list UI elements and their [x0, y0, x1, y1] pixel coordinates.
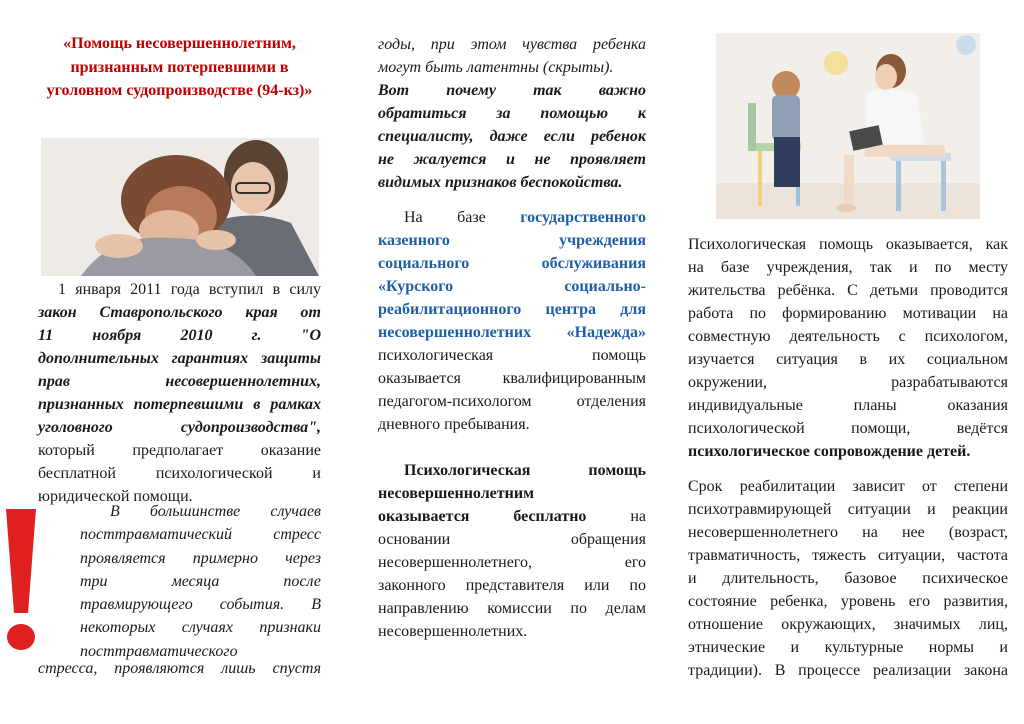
- intro-paragraph: [38, 278, 321, 508]
- support-line: на базе учреждения, так и по месту: [688, 259, 1008, 276]
- support-bold-line: психологическое сопровождение детей.: [688, 443, 971, 460]
- center-text: оказывается квалифицированным: [378, 370, 646, 387]
- free-help-line: Психологическая помощь: [404, 462, 646, 479]
- term-line: Срок реабилитации зависит от степени: [688, 478, 1008, 495]
- term-line: психотравмирующей ситуации и реакции: [688, 501, 1008, 518]
- center-text: педагогом-психологом отделения: [378, 393, 646, 410]
- center-text: психологическая помощь: [378, 347, 646, 364]
- photo-comforting-teen: [41, 138, 319, 276]
- support-line: изучается ситуация в их социальном: [688, 351, 1008, 368]
- ptsd-line: некоторых случаях признаки: [80, 619, 321, 637]
- support-line: Психологическая помощь оказывается, как: [688, 236, 1008, 253]
- term-line: и длительность, базовое психическое: [688, 570, 1008, 587]
- free-help-word: на: [630, 508, 647, 525]
- center-name: казенного учреждения: [378, 232, 646, 249]
- law-line: закон Ставропольского края от: [38, 304, 321, 321]
- center-name: несовершеннолетних «Надежда»: [378, 324, 646, 341]
- term-line: отношение окружающих, значимых лиц,: [688, 616, 1008, 633]
- free-help-text: основании обращения: [378, 531, 646, 548]
- important-line: специалисту, даже если ребенок: [378, 128, 646, 145]
- center-name: «Курского социально-: [378, 278, 646, 295]
- term-line: этнические и культурные нормы и: [688, 639, 1008, 656]
- ptsd-note: [80, 500, 321, 663]
- column-3: [688, 233, 1008, 682]
- support-line: окружении, разрабатываются: [688, 374, 1008, 391]
- ptsd-line: посттравматического: [80, 642, 238, 660]
- photo-psychologist-with-child-illustration: [716, 33, 980, 219]
- text-line: юридической помощи.: [38, 488, 193, 505]
- support-line: совместную деятельность с психологом,: [688, 328, 1008, 345]
- term-line: несовершеннолетнего на нее (возраст,: [688, 524, 1008, 541]
- latent-line: могут быть латентны (скрыты).: [378, 59, 614, 76]
- law-line: признанных потерпевшими в рамках: [38, 396, 321, 413]
- exclamation-mark-icon: [0, 505, 42, 653]
- law-line: 11 ноября 2010 г. "О: [38, 327, 321, 344]
- intro-line: 1 января 2011 года вступил в силу: [58, 281, 321, 298]
- photo-comforting-teen-illustration: [41, 138, 319, 276]
- support-line: индивидуальные планы оказания: [688, 397, 1008, 414]
- ptsd-line: три месяца после: [80, 572, 321, 590]
- term-line: традиции). В процессе реализации закона: [688, 662, 1008, 679]
- ptsd-line: проявляется примерно через: [80, 549, 321, 567]
- center-name: социального обслуживания: [378, 255, 646, 272]
- important-line: Вот почему так важно: [378, 82, 646, 99]
- ptsd-line: посттравматический стресс: [80, 526, 321, 544]
- text-line: бесплатной психологической и: [38, 465, 321, 482]
- center-name: государственного: [520, 209, 646, 226]
- support-line: работа по формированию мотивации на: [688, 305, 1008, 322]
- free-help-line: несовершеннолетним: [378, 485, 534, 502]
- free-help-text: несовершеннолетнего, его: [378, 554, 646, 571]
- ptsd-line-tail: стресса, проявляются лишь спустя: [38, 660, 321, 677]
- law-line: уголовного судопроизводства",: [38, 419, 321, 436]
- important-line: не жалуется и не проявляет: [378, 151, 646, 168]
- support-line: жительства ребёнка. С детьми проводится: [688, 282, 1008, 299]
- ptsd-line: травмирующего события. В: [80, 596, 321, 614]
- column-2: [378, 33, 646, 643]
- text-line: который предполагает оказание: [38, 442, 321, 459]
- free-help-bold: оказывается бесплатно: [378, 508, 587, 525]
- important-line: видимых признаков беспокойства.: [378, 174, 623, 191]
- center-name: реабилитационного центра для: [378, 301, 646, 318]
- free-help-line: [378, 505, 646, 528]
- photo-psychologist-with-child: [716, 33, 980, 219]
- free-help-text: направлению комиссии по делам: [378, 600, 646, 617]
- important-line: обратиться за помощью к: [378, 105, 646, 122]
- term-line: состояние ребенка, уровень его развития,: [688, 593, 1008, 610]
- brochure-title: «Помощь несовершеннолетним, признанным потерпевшими в уголовном судопроизводстве (94-кз)»: [46, 35, 313, 99]
- center-text: дневного пребывания.: [378, 416, 530, 433]
- free-help-text: несовершеннолетних.: [378, 623, 528, 640]
- latent-line: годы, при этом чувства ребенка: [378, 36, 646, 53]
- center-line: [378, 206, 646, 229]
- support-line: психологической помощи, ведётся: [688, 420, 1008, 437]
- free-help-text: законного представителя или по: [378, 577, 646, 594]
- ptsd-line: В большинстве случаев: [110, 503, 321, 520]
- law-line: прав несовершеннолетних,: [38, 373, 321, 390]
- center-prefix: На базе: [404, 209, 521, 226]
- term-line: травматичность, тяжесть ситуации, частота: [688, 547, 1008, 564]
- law-line: дополнительных гарантиях защиты: [38, 350, 321, 367]
